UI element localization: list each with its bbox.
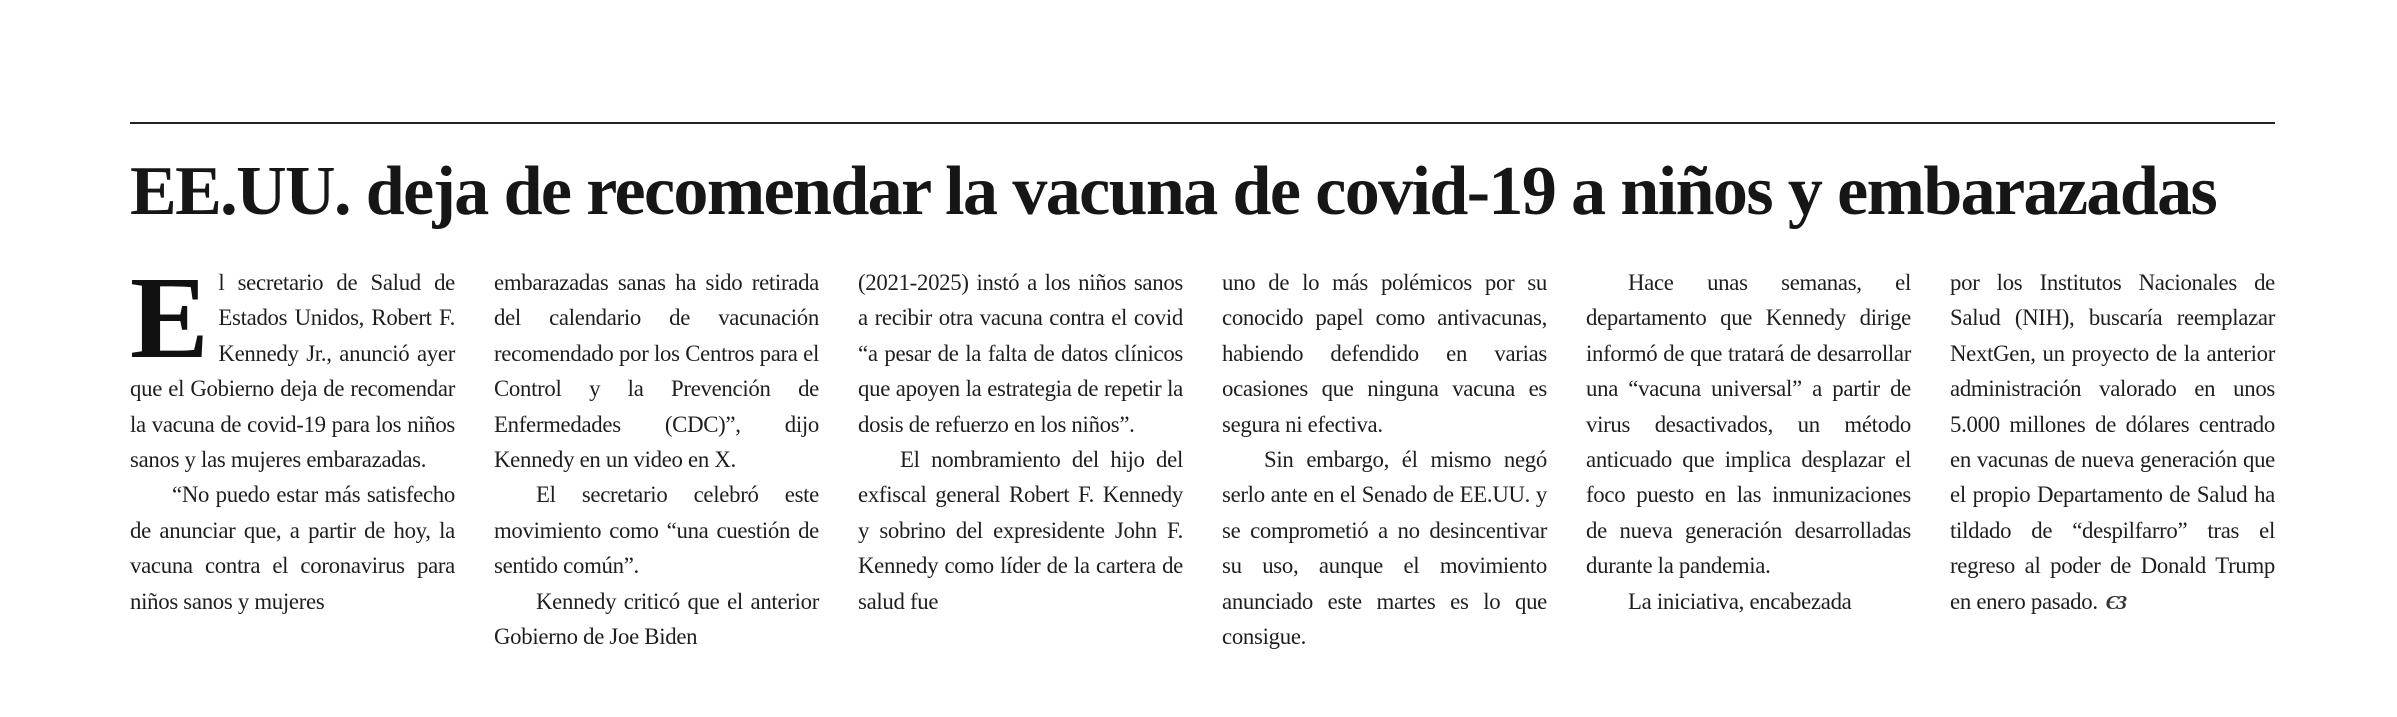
paragraph: “No puedo estar más satisfecho de anunciar que, a partir de hoy, la vacuna contra el coronavirus para niños sanos y mujeres <box>130 482 455 614</box>
paragraph: (2021-2025) instó a los niños sanos a recibir otra vacuna contra el covid “a pesar de la falta de datos clínicos que apoyen la estrategia de repetir la dosis de refuerzo en los niños”. <box>858 270 1183 437</box>
paragraph: uno de lo más polémicos por su conocido papel como antivacunas, habiendo defendido en varias ocasiones que ninguna vacuna es segura ni efectiva. <box>1222 270 1547 437</box>
paragraph: Kennedy criticó que el anterior Gobierno de Joe Biden <box>494 588 819 650</box>
paragraph: Sin embargo, él mismo negó serlo ante en el Senado de EE.UU. y se comprometió a no desincentivar su uso, aunque el movimiento anunciado este martes es lo que consigue. <box>1222 447 1547 650</box>
top-rule <box>130 122 2275 124</box>
end-of-article-icon: ЄЗ <box>2105 591 2126 614</box>
article-body <box>130 252 2275 665</box>
column-3 <box>858 265 1183 619</box>
paragraph: La iniciativa, encabezada <box>1628 588 1852 614</box>
headline: EE.UU. deja de recomendar la vacuna de covid-19 a niños y embarazadas <box>130 153 2217 230</box>
paragraph: El nombramiento del hijo del exfiscal general Robert F. Kennedy y sobrino del expresidente John F. Kennedy como líder de la cartera de salud fue <box>858 447 1183 614</box>
column-6 <box>1950 265 2275 621</box>
paragraph <box>1950 265 2275 621</box>
paragraph-text: por los Institutos Nacionales de Salud (NIH), buscaría reemplazar NextGen, un proyecto de la anterior administración valorado en unos 5.000 millones de dólares centrado en vacunas de nueva generación que el propio Departamento de Salud ha tildado de “despilfarro” tras el regreso al poder de Donald Trump en enero pasado. <box>1950 270 2275 614</box>
paragraph-text: l secretario de Salud de Estados Unidos, Robert F. Kennedy Jr., anunció ayer que el Gobierno deja de recomendar la vacuna de covid-19 para los niños sanos y las mujeres embarazadas. <box>130 270 455 473</box>
column-5 <box>1586 265 1911 619</box>
column-4 <box>1222 265 1547 654</box>
drop-cap: E <box>130 252 209 383</box>
paragraph: El secretario celebró este movimiento como “una cuestión de sentido común”. <box>494 482 819 579</box>
column-2 <box>494 265 819 654</box>
column-1 <box>130 252 455 619</box>
paragraph: embarazadas sanas ha sido retirada del calendario de vacunación recomendado por los Centros para el Control y la Prevención de Enfermedades (CDC)”, dijo Kennedy en un video en X. <box>494 270 819 473</box>
paragraph <box>130 252 455 477</box>
paragraph: Hace unas semanas, el departamento que Kennedy dirige informó de que tratará de desarrollar una “vacuna universal” a partir de virus desactivados, un método anticuado que implica desplazar el foco puesto en las inmunizaciones de nueva generación desarrolladas durante la pandemia. <box>1586 270 1911 579</box>
